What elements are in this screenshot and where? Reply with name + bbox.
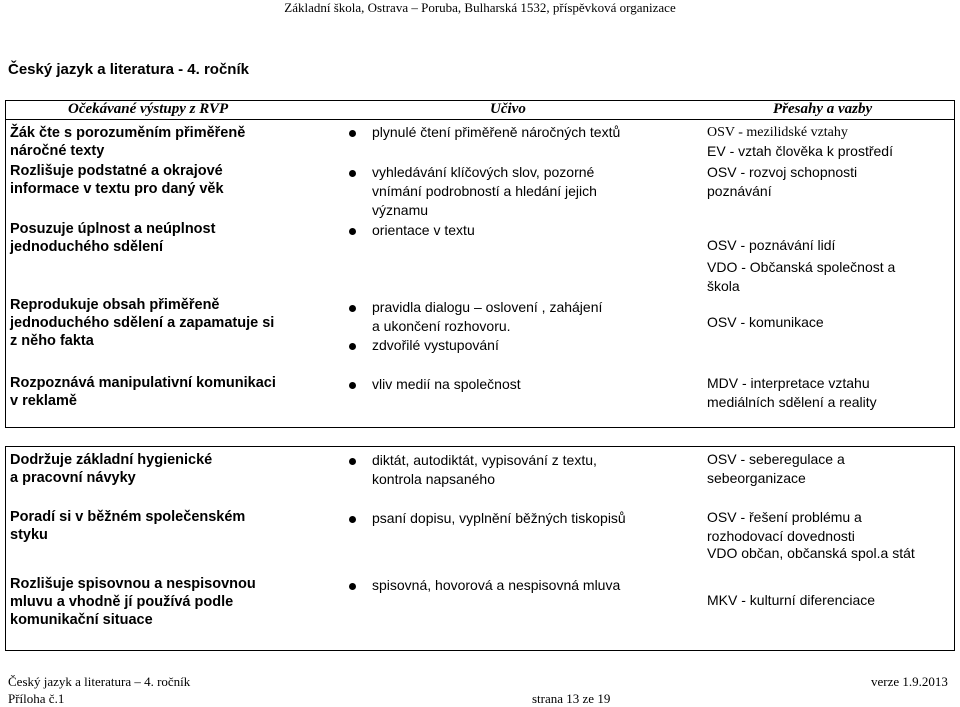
bullet-icon	[349, 170, 356, 177]
crossover-item: OSV - komunikace	[707, 314, 824, 330]
outcome-item: Žák čte s porozuměním přiměřeně náročné texty	[10, 125, 246, 159]
outcome-item: Rozpoznává manipulativní komunikaci v reklamě	[10, 375, 276, 409]
footer-appendix: Příloha č.1	[8, 691, 65, 706]
content-item: spisovná, hovorová a nespisovná mluva	[372, 577, 621, 593]
content-item: pravidla dialogu – oslovení , zahájení a ukončení rozhovoru.	[372, 299, 603, 334]
column-header-content: Učivo	[490, 101, 526, 117]
crossover-item: OSV - rozvoj schopnosti poznávání	[707, 164, 858, 199]
bullet-icon	[349, 583, 356, 590]
bullet-icon	[349, 382, 356, 389]
crossover-item: MKV - kulturní diferenciace	[707, 592, 876, 608]
outcome-item: Reprodukuje obsah přiměřeně jednoduchého sdělení a zapamatuje si z něho fakta	[10, 297, 275, 349]
footer-left: Český jazyk a literatura – 4. ročník	[8, 674, 191, 689]
content-item: diktát, autodiktát, vypisování z textu, kontrola napsaného	[372, 452, 597, 487]
bullet-icon	[349, 458, 356, 465]
page-header: Základní škola, Ostrava – Poruba, Bulharská 1532, příspěvková organizace	[284, 0, 676, 15]
crossover-item: OSV - mezilidské vztahy	[707, 125, 848, 140]
outcome-item: Rozlišuje spisovnou a nespisovnou mluvu a vhodně jí používá podle komunikační situace	[10, 576, 256, 628]
crossover-item: MDV - interpretace vztahu mediálních sdělení a reality	[707, 375, 877, 410]
bullet-icon	[349, 516, 356, 523]
crossover-item: EV - vztah člověka k prostředí	[707, 143, 893, 159]
outcome-item: Dodržuje základní hygienické a pracovní návyky	[10, 452, 213, 486]
bullet-icon	[349, 130, 356, 137]
outcome-item: Posuzuje úplnost a neúplnost jednoduchého sdělení	[10, 221, 216, 255]
crossover-item: OSV - řešení problému a rozhodovací dovednosti	[707, 509, 862, 544]
column-header-outcomes: Očekávané výstupy z RVP	[68, 101, 229, 117]
doc-title: Český jazyk a literatura - 4. ročník	[8, 61, 249, 78]
bullet-icon	[349, 343, 356, 350]
content-item: plynulé čtení přiměřeně náročných textů	[372, 124, 621, 140]
content-item: vliv medií na společnost	[372, 376, 521, 392]
content-item: orientace v textu	[372, 222, 475, 238]
crossover-item: OSV - poznávání lidí	[707, 237, 836, 253]
content-item: zdvořilé vystupování	[372, 337, 499, 353]
crossover-item: OSV - seberegulace a sebeorganizace	[707, 451, 845, 486]
bullet-icon	[349, 228, 356, 235]
footer-right: verze 1.9.2013	[871, 674, 948, 689]
crossover-item: VDO občan, občanská spol.a stát	[707, 545, 915, 561]
bullet-icon	[349, 305, 356, 312]
content-item: psaní dopisu, vyplnění běžných tiskopisů	[372, 510, 626, 526]
crossover-item: VDO - Občanská společnost a škola	[707, 259, 896, 294]
column-header-crossovers: Přesahy a vazby	[773, 101, 873, 117]
outcome-item: Rozlišuje podstatné a okrajové informace v textu pro daný věk	[10, 163, 224, 197]
outcome-item: Poradí si v běžném společenském styku	[10, 509, 246, 543]
footer-page-number: strana 13 ze 19	[532, 691, 611, 706]
content-item: vyhledávání klíčových slov, pozorné vnímání podrobností a hledání jejich významu	[372, 164, 597, 218]
